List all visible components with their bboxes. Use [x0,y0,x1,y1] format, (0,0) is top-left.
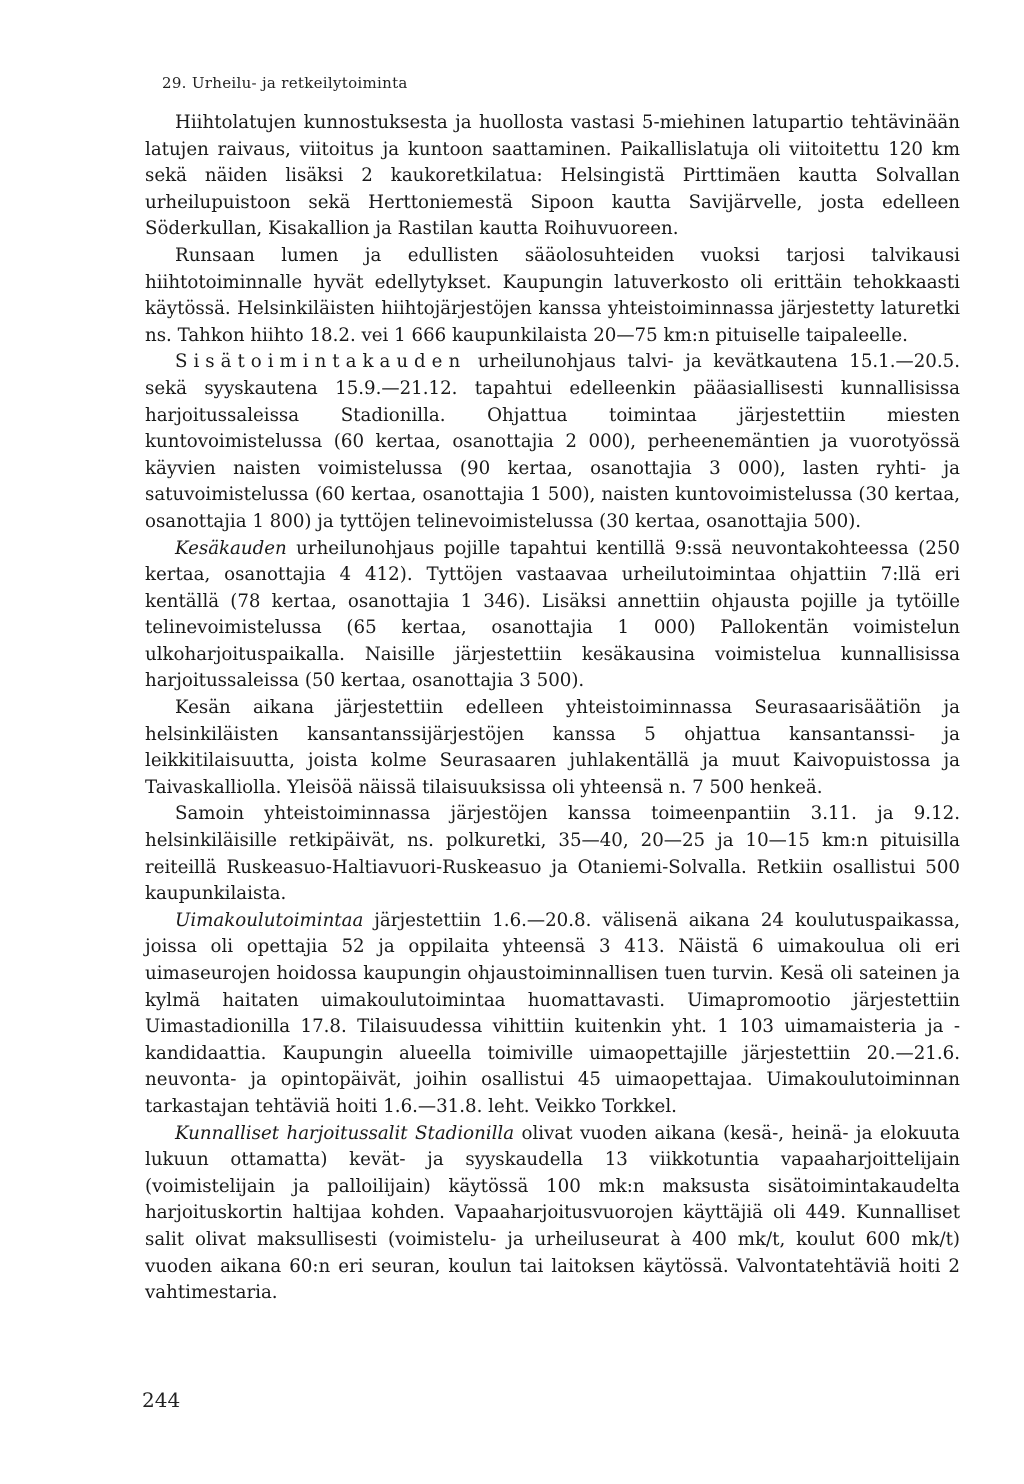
paragraph-summer-season [145,536,960,696]
paragraph-ski-trails: Hiihtolatujen kunnostuksesta ja huollosta vastasi 5-miehinen latupartio tehtävinään latujen raivaus, viitoitus ja kuntoon saattaminen. Paikallislatuja oli viitoitettu 120 km sekä näiden lisäksi 2 kaukoretkilatua: Helsingistä Pirttimäen kautta Solvallan urheilupuistoon sekä Herttoniemestä Sipoon kautta Savijärvelle, josta edelleen Söderkullan, Kisakallion ja Rastilan kautta Roihuvuoreen. [145,112,960,240]
swimming-school-text: järjestettiin 1.6.—20.8. välisenä aikana 24 koulutuspaikassa, joissa oli opettajia 52 ja oppilaita yhteensä 3 413. Näistä 6 uimakoulua oli eri uimaseurojen hoidossa kaupungin ohjaustoiminnallisen tuen turvin. Kesä oli sateinen ja kylmä haitaten uimakoulutoimintaa huomattavasti. Uimapromootio järjestettiin Uimastadionilla 17.8. Tilaisuudessa vihittiin kuitenkin yht. 1 103 uimamaisteria ja -kandidaattia. Kaupungin alueella toimiville uimaopettajille järjestettiin 20.—21.6. neuvonta- ja opintopäivät, joihin osallistui 45 uimaopettajaa. Uimakoulutoiminnan tarkastajan tehtäviä hoiti 1.6.—31.8. leht. Veikko Torkkel. [145,909,960,1117]
training-halls-text: olivat vuoden aikana (kesä-, heinä- ja elokuuta lukuun ottamatta) kevät- ja syyskaudella 13 viikkotuntia vapaaharjoittelijain (voimistelijain ja palloilijain) käytössä 100 mk:n maksusta sisätoimintakaudelta harjoituskortin haltijaa kohden. Vapaaharjoitusvuorojen käyttäjiä oli 449. Kunnalliset salit olivat maksullisesti (voimistelu- ja urheiluseurat à 400 mk/t, koulut 600 mk/t) vuoden aikana 60:n eri seuran, koulun tai laitoksen käytössä. Valvontatehtäviä hoiti 2 vahtimestaria. [145,1122,960,1304]
paragraph-training-halls [145,1121,960,1307]
indoor-season-text: urheilunohjaus talvi- ja kevätkautena 15.1.—20.5. sekä syyskautena 15.9.—21.12. tapahtui edelleenkin pääasiallisesti kunnallisissa harjoitussaleissa Stadionilla. Ohjattua toimintaa järjestettiin miesten kuntovoimistelussa (60 kertaa, osanottajia 2 000), perheenemäntien ja vuorotyössä käyvien naisten voimistelussa (90 kertaa, osanottajia 3 000), lasten ryhti- ja satuvoimistelussa (60 kertaa, osanottajia 1 500), naisten kuntovoimistelussa (30 kertaa, osanottajia 1 800) ja tyttöjen telinevoimistelussa (30 kertaa, osanottajia 500). [145,351,960,532]
paragraph-folk-dance: Kesän aikana järjestettiin edelleen yhteistoiminnassa Seurasaarisäätiön ja helsinkiläisten kansantanssijärjestöjen kanssa 5 ohjattua kansantanssi- ja leikkitilaisuutta, joista kolme Seurasaaren juhlakentällä ja muut Kaivopuistossa ja Taivaskalliolla. Yleisöä näissä tilaisuuksissa oli yhteensä n. 7 500 henkeä. [145,697,960,798]
training-halls-lead: Kunnalliset harjoitussalit Stadionilla [175,1122,515,1144]
page-number: 244 [142,1388,181,1412]
paragraph-swimming-school [145,908,960,1121]
paragraph-indoor-season [145,349,960,535]
summer-season-text: urheilunohjaus pojille tapahtui kentillä 9:ssä neuvontakohteessa (250 kertaa, osanottajia 4 412). Tyttöjen vastaavaa urheilutoimintaa ohjattiin 7:llä eri kentällä (78 kertaa, osanottajia 1 346). Lisäksi annettiin ohjausta pojille ja tytöille telinevoimistelussa (65 kertaa, osanottajia 1 000) Pallokentän voimistelun ulkoharjoituspaikalla. Naisille järjestettiin kesäkausina voimistelua kunnallisissa harjoitussaleissa (50 kertaa, osanottajia 3 500). [145,537,960,692]
paragraph-winter-season: Runsaan lumen ja edullisten sääolosuhteiden vuoksi tarjosi talvikausi hiihtotoiminnalle hyvät edellytykset. Kaupungin latuverkosto oli erittäin tehokkaasti käytössä. Helsinkiläisten hiihtojärjestöjen kanssa yhteistoiminnassa järjestetty laturetki ns. Tahkon hiihto 18.2. vei 1 666 kaupunkilaista 20—75 km:n pituiselle taipaleelle. [145,244,960,346]
body-text [145,110,960,1307]
summer-season-lead: Kesäkauden [175,537,287,559]
paragraph-hiking-days: Samoin yhteistoiminnassa järjestöjen kanssa toimeenpantiin 3.11. ja 9.12. helsinkiläisille retkipäivät, ns. polkuretki, 35—40, 20—25 ja 10—15 km:n pituisilla reiteillä Ruskeasuo-Haltiavuori-Ruskeasuo ja Otaniemi-Solvalla. Retkiin osallistui 500 kaupunkilaista. [145,803,960,905]
swimming-school-lead: Uimakoulutoimintaa [175,909,364,931]
running-header: 29. Urheilu- ja retkeilytoiminta [162,74,408,92]
indoor-season-lead: Sisätoimintakauden [175,351,467,373]
